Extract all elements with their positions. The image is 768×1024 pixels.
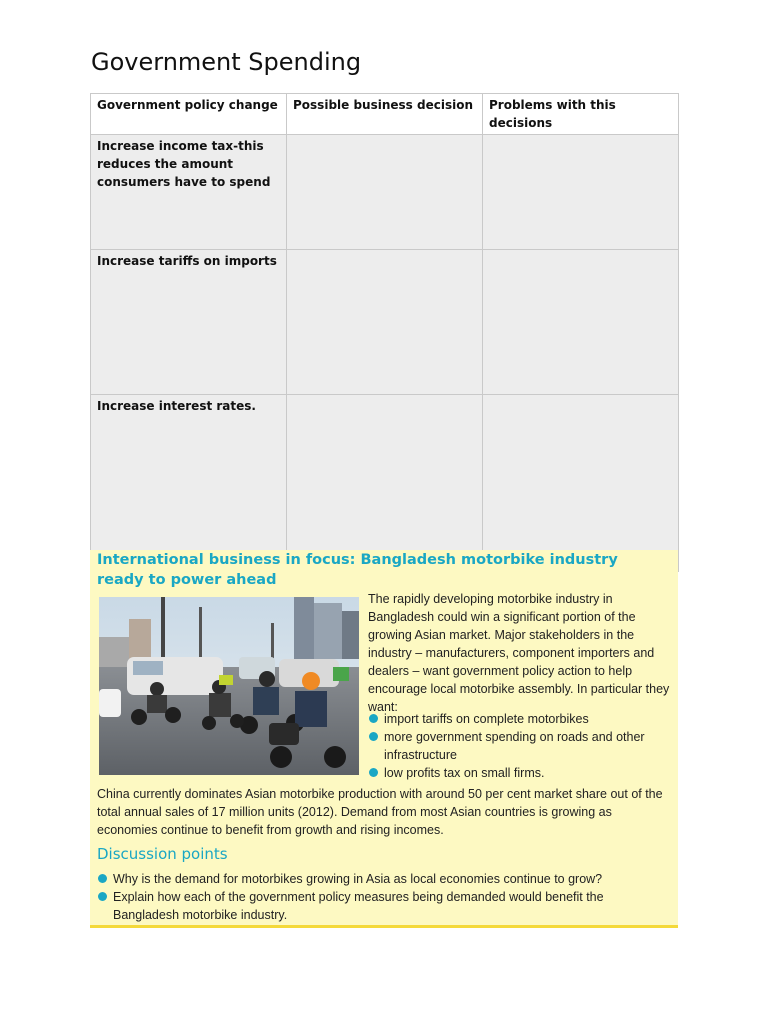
- list-item: Explain how each of the government policy measures being demanded would benefit the Bangladesh motorbike industry.: [97, 888, 672, 924]
- table-row: [91, 395, 679, 572]
- problems-cell[interactable]: [483, 135, 679, 250]
- china-paragraph: China currently dominates Asian motorbike production with around 50 per cent market share out of the total annual sales of 17 million units (2012). Demand from most Asian countries is growing as economies continue to benefit from growth and rising incomes.: [97, 787, 663, 837]
- page-title: Government Spending: [91, 48, 362, 76]
- header-business-decision: Possible business decision: [287, 94, 483, 135]
- focus-title: International business in focus: Bangladesh motorbike industry ready to power ahead: [97, 552, 618, 588]
- bullet-icon: [369, 732, 378, 741]
- decision-cell[interactable]: [287, 250, 483, 395]
- policy-cell: Increase tariffs on imports: [91, 250, 287, 395]
- discussion-list: [97, 870, 672, 924]
- discussion-title: Discussion points: [97, 845, 228, 863]
- focus-box: [90, 550, 678, 928]
- decision-cell[interactable]: [287, 395, 483, 572]
- bullet-icon: [369, 714, 378, 723]
- decision-cell[interactable]: [287, 135, 483, 250]
- list-item: low profits tax on small firms.: [368, 764, 672, 782]
- policy-table: [90, 93, 679, 572]
- policy-cell: Increase interest rates.: [91, 395, 287, 572]
- problems-cell[interactable]: [483, 395, 679, 572]
- policy-cell: Increase income tax-this reduces the amount consumers have to spend: [91, 135, 287, 250]
- wants-list: [368, 710, 672, 782]
- focus-intro-text: The rapidly developing motorbike industry in Bangladesh could win a significant portion of the growing Asian market. Major stakeholders in the industry – manufacturers, component importers and dealers – want government policy action to help encourage local motorbike assembly. In particular they want:: [368, 592, 670, 714]
- header-policy-change: Government policy change: [91, 94, 287, 135]
- table-header-row: [91, 94, 679, 135]
- list-item: import tariffs on complete motorbikes: [368, 710, 672, 728]
- bullet-icon: [98, 874, 107, 883]
- list-item: more government spending on roads and other infrastructure: [368, 728, 672, 764]
- list-item: Why is the demand for motorbikes growing in Asia as local economies continue to grow?: [97, 870, 672, 888]
- table-row: [91, 250, 679, 395]
- problems-cell[interactable]: [483, 250, 679, 395]
- header-problems: Problems with this decisions: [483, 94, 679, 135]
- table-row: [91, 135, 679, 250]
- motorbike-street-photo: [99, 597, 359, 775]
- bullet-icon: [98, 892, 107, 901]
- bullet-icon: [369, 768, 378, 777]
